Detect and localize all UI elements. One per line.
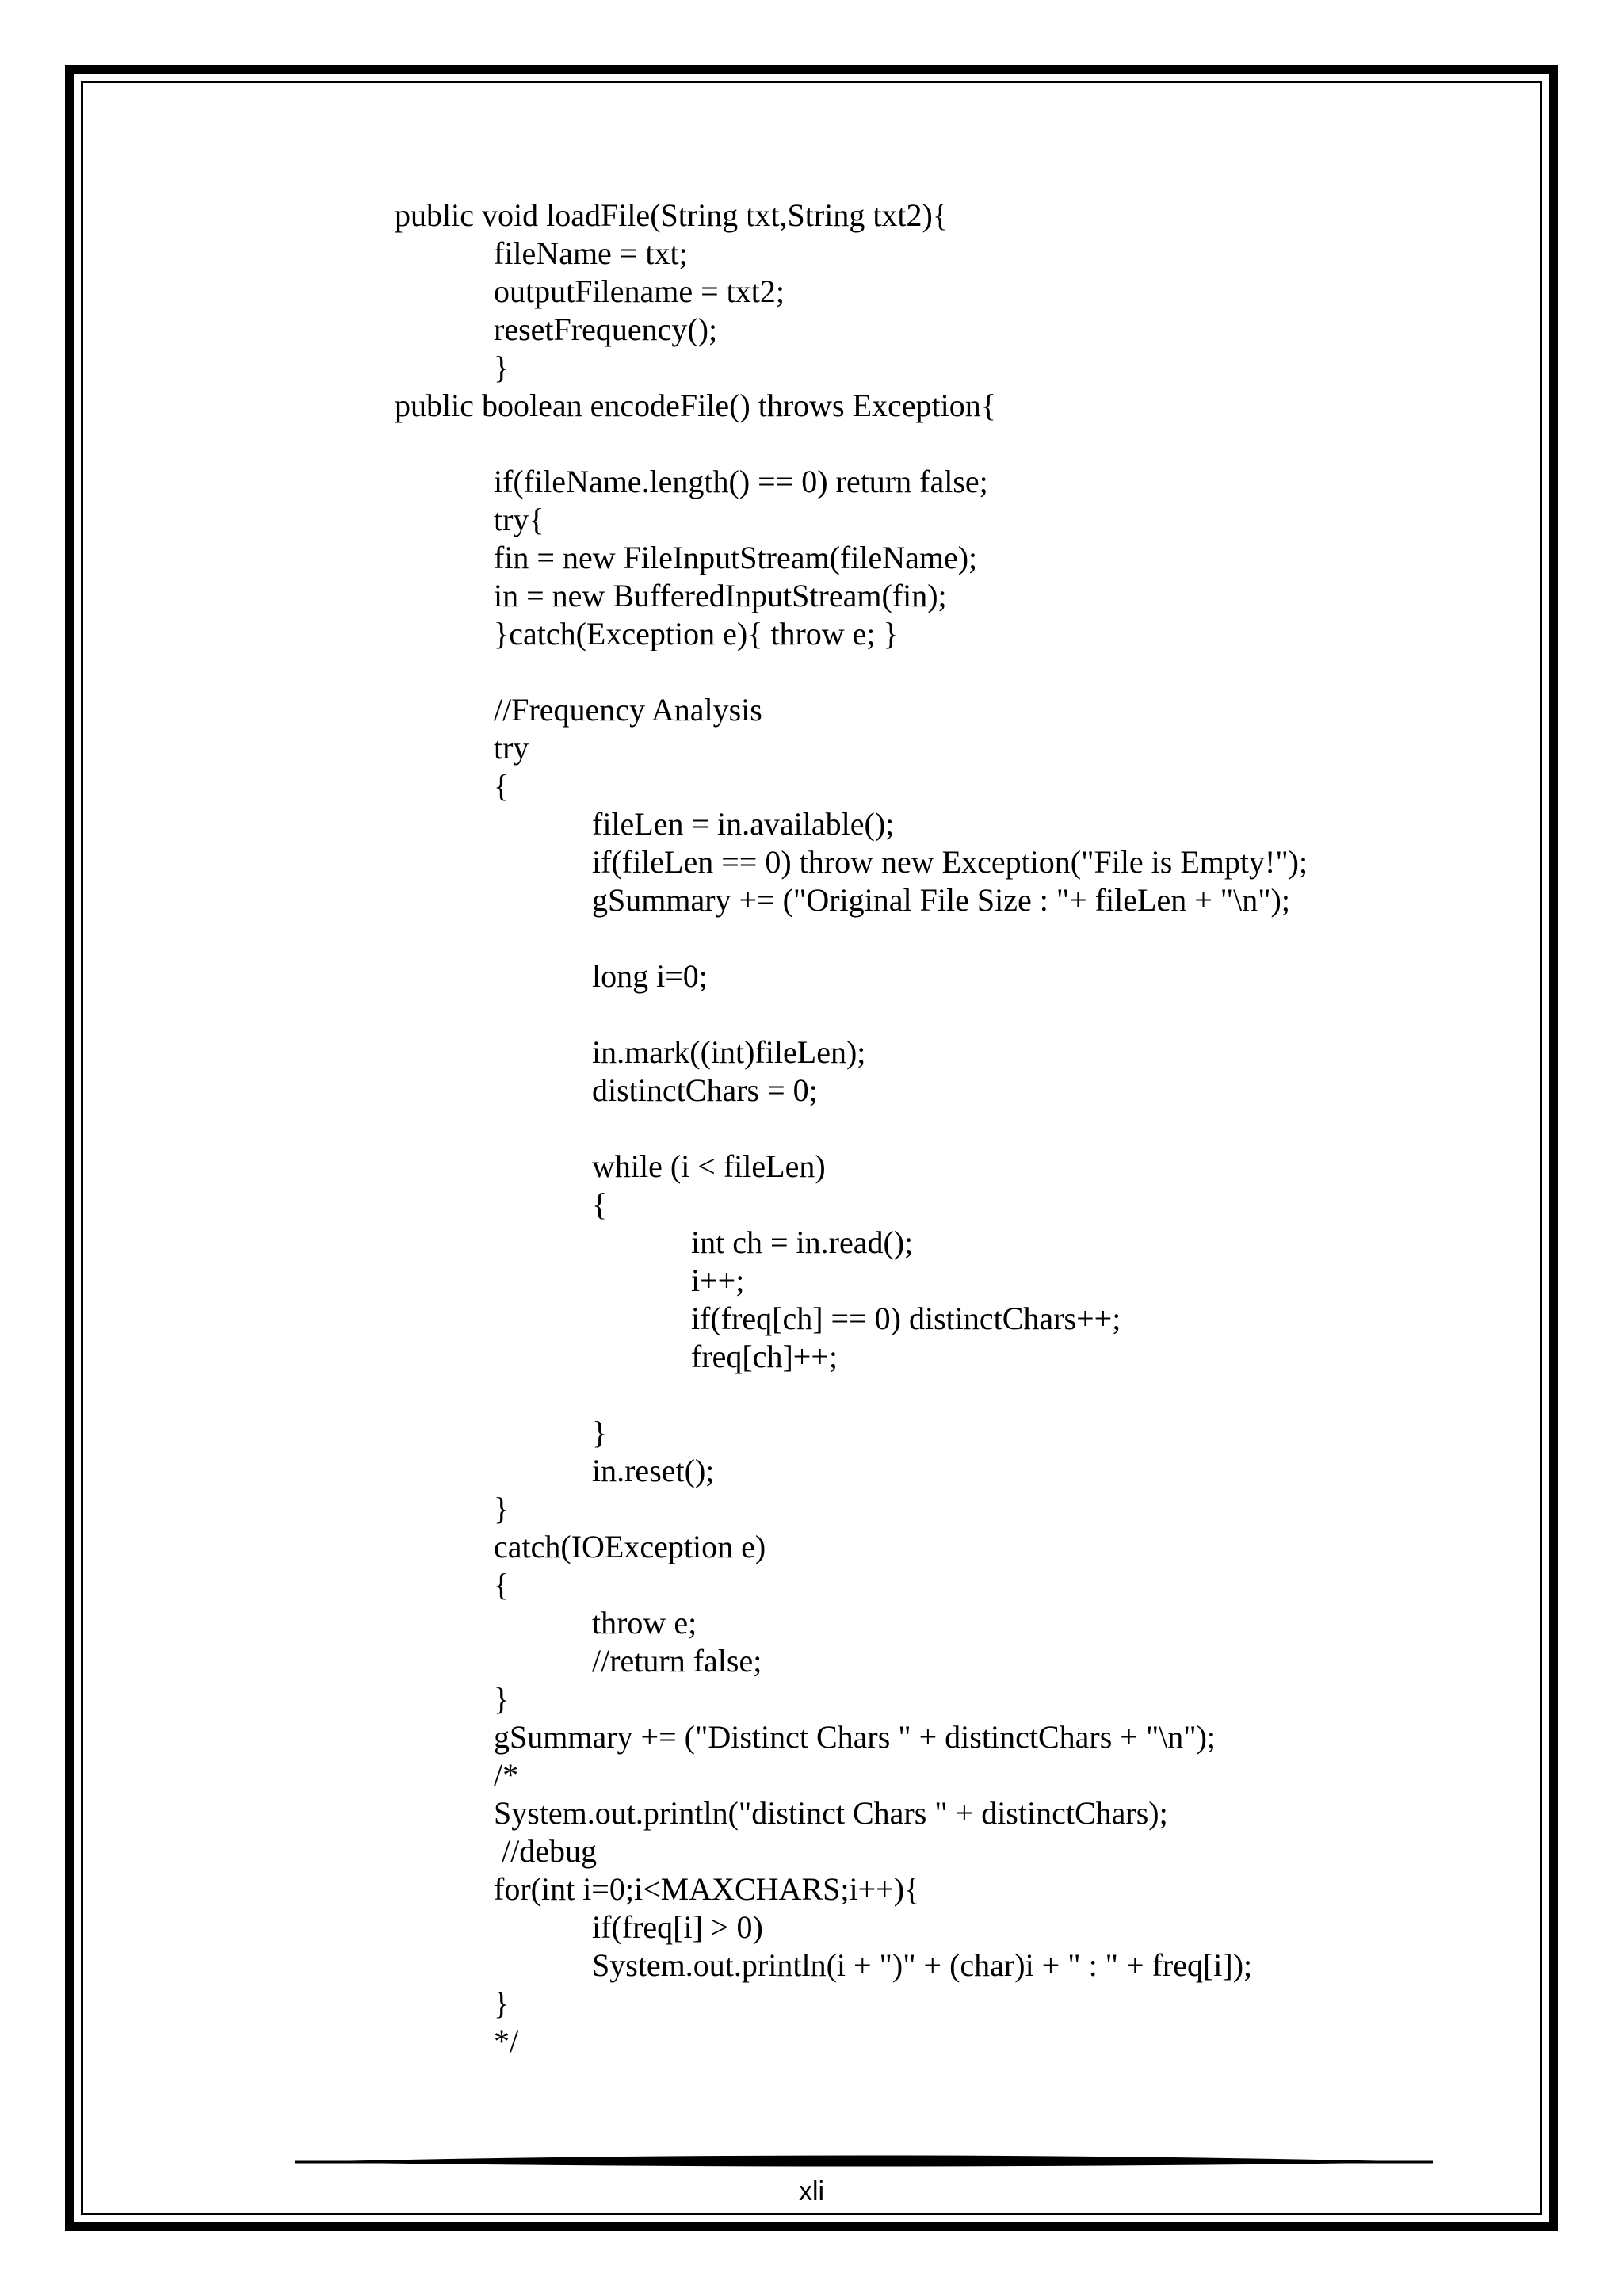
code-line: outputFilename = txt2; <box>494 273 785 309</box>
code-line: if(fileLen == 0) throw new Exception("File is Empty!"); <box>592 844 1308 880</box>
code-line: }catch(Exception e){ throw e; } <box>494 616 899 651</box>
code-line: } <box>494 1985 510 2021</box>
code-line: in.reset(); <box>592 1453 715 1488</box>
code-line: try{ <box>494 502 544 537</box>
code-line: resetFrequency(); <box>494 311 718 347</box>
code-line: //Frequency Analysis <box>494 692 762 728</box>
code-line: */ <box>494 2023 519 2059</box>
code-line: while (i < fileLen) <box>592 1148 826 1184</box>
code-line: //return false; <box>592 1643 762 1679</box>
code-line: //debug <box>494 1833 597 1869</box>
code-line: if(freq[ch] == 0) distinctChars++; <box>691 1301 1121 1336</box>
code-line: gSummary += ("Distinct Chars " + distinctChars + "\n"); <box>494 1719 1216 1755</box>
code-line: public void loadFile(String txt,String txt2){ <box>395 197 949 233</box>
code-line: { <box>494 768 510 804</box>
code-line: distinctChars = 0; <box>592 1072 818 1108</box>
code-line: public boolean encodeFile() throws Exception{ <box>395 388 996 423</box>
code-line: freq[ch]++; <box>691 1339 838 1374</box>
code-line: System.out.println(i + ")" + (char)i + " : " + freq[i]); <box>592 1947 1253 1983</box>
code-line: in.mark((int)fileLen); <box>592 1034 866 1070</box>
code-line: /* <box>494 1757 519 1793</box>
page-number: xli <box>798 2176 825 2206</box>
code-line: fileLen = in.available(); <box>592 806 895 842</box>
code-line: in = new BufferedInputStream(fin); <box>494 578 947 613</box>
code-line: throw e; <box>592 1605 697 1641</box>
code-line: } <box>494 350 510 385</box>
code-line: long i=0; <box>592 958 708 994</box>
code-line: if(freq[i] > 0) <box>592 1909 763 1945</box>
code-line: if(fileName.length() == 0) return false; <box>494 464 988 499</box>
code-line: } <box>494 1681 510 1717</box>
code-line: gSummary += ("Original File Size : "+ fileLen + "\n"); <box>592 882 1290 918</box>
code-line: { <box>494 1567 510 1603</box>
code-line: for(int i=0;i<MAXCHARS;i++){ <box>494 1871 920 1907</box>
code-line: i++; <box>691 1263 745 1298</box>
code-line: int ch = in.read(); <box>691 1224 914 1260</box>
code-line: try <box>494 730 529 766</box>
code-line: System.out.println("distinct Chars " + distinctChars); <box>494 1795 1168 1831</box>
code-line: catch(IOException e) <box>494 1529 766 1564</box>
code-line: } <box>494 1491 510 1526</box>
code-line: { <box>592 1186 608 1222</box>
code-line: fin = new FileInputStream(fileName); <box>494 540 978 575</box>
code-line: } <box>592 1415 608 1450</box>
code-line: fileName = txt; <box>494 235 688 271</box>
